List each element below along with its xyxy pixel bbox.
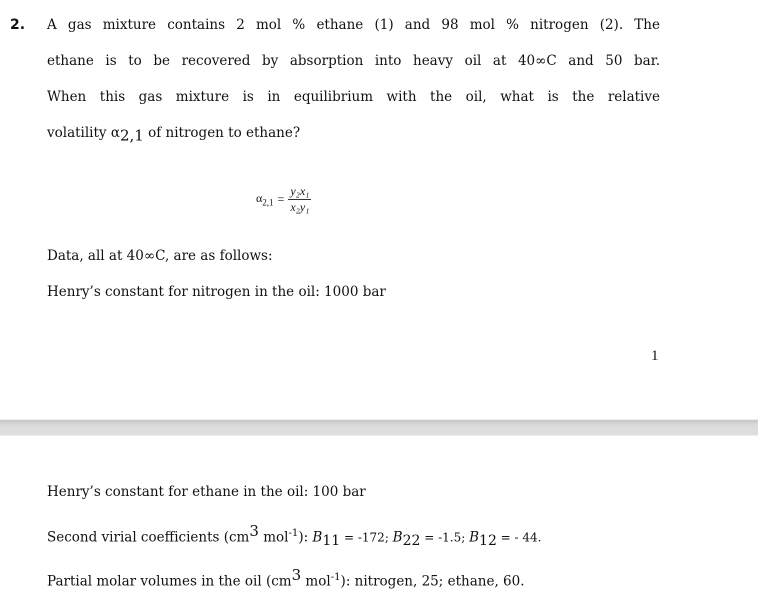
page-number: 1	[651, 348, 659, 364]
subscript: 2,1	[119, 126, 144, 145]
henry-ethane: Henry’s constant for ethane in the oil: 100 bar	[47, 484, 366, 500]
text: volatility α	[47, 125, 120, 141]
data-intro: Data, all at 40∞C, are as follows:	[47, 248, 273, 264]
problem-number: 2.	[10, 17, 26, 33]
equals: =	[277, 192, 285, 206]
text-line: ethane is to be recovered by absorption into heavy oil at 40∞C and 50 bar.	[47, 53, 660, 69]
text-line: A gas mixture contains 2 mol % ethane (1) and 98 mol % nitrogen (2). The	[47, 17, 660, 33]
text-line	[47, 125, 300, 145]
partial-molar-volumes: Partial molar volumes in the oil ($cm^3$ mol$^{-1}$): nitrogen, 25; ethane, 60.	[47, 566, 525, 590]
fraction: $\frac{\text{y₂x₁}}{\text{x₂y₁}}$	[290, 184, 310, 214]
text: of nitrogen to ethane?	[143, 125, 301, 141]
page-break	[0, 419, 758, 436]
relative-volatility-formula	[256, 184, 311, 215]
alpha: $\alpha_{2,1}$	[256, 191, 274, 208]
henry-nitrogen: Henry’s constant for nitrogen in the oil: 1000 bar	[47, 284, 386, 300]
text-line: When this gas mixture is in equilibrium with the oil, what is the relative	[47, 89, 660, 105]
virial-coefficients: Second virial coefficients ($cm^3$ mol$^{-1}$): $B_{11} = -172$; $B_{22} = -1.5$; $B_{12}$ = - 44.	[47, 522, 542, 550]
